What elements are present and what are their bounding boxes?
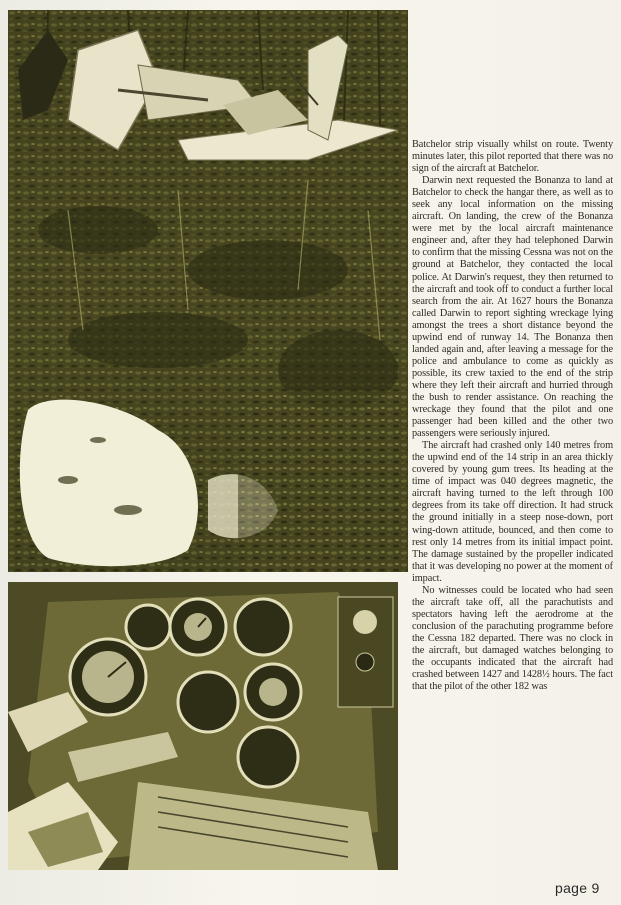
- wreckage-photo-graphic: [8, 10, 408, 572]
- page-number: page 9: [555, 880, 600, 896]
- article-paragraph: Darwin next requested the Bonanza to land at Batchelor to check the hangar there, as well as to seek any local information on the missing aircraft. On landing, the crew of the Bonanza were met by the local aircraft maintenance engineer and, after they had telephoned Darwin to confirm that the missing Cessna was not on the ground at Batchelor, they contacted the local police. At Darwin's request, they then returned to the aircraft and took off to conduct a further local search from the air. At 1627 hours the Bonanza called Darwin to report sighting wreckage lying amongst the trees a short distance beyond the upwind end of runway 14. The Bonanza then landed again and, after leaving a message for the police and ambulance to come as quickly as possible, its crew taxied to the end of the strip where they left their aircraft and hurried through the bush to render assistance. On reaching the wreckage they found that the pilot and one passenger had been killed and the other two passengers were seriously injured.: [412, 175, 613, 440]
- article-paragraph: The aircraft had crashed only 140 metres from the upwind end of the 14 strip in an area thickly covered by young gum trees. Its heading at the time of impact was 040 degrees magnetic, the aircraft having turned to the left through 100 degrees from its take off direction. It had struck the ground initially in a steep nose-down, port wing-down attitude, bounced, and then come to rest only 14 metres from its initial impact point. The damage sustained by the propeller indicated that it was developing no power at the moment of impact.: [412, 440, 613, 584]
- instrument-panel-photo: [8, 582, 398, 870]
- instrument-panel-graphic: [8, 582, 398, 870]
- wreckage-photo: [8, 10, 408, 572]
- article-paragraph: No witnesses could be located who had seen the aircraft take off, all the parachutists and spectators having left the aerodrome at the conclusion of the parachuting programme before the Cessna 182 departed. There was no clock in the aircraft, but damaged watches belonging to the occupants indicated that the aircraft had crashed between 1427 and 1428½ hours. The fact that the pilot of the other 182 was: [412, 584, 613, 693]
- article-paragraph: Batchelor strip visually whilst on route. Twenty minutes later, this pilot reported that there was no sign of the aircraft at Batchelor.: [412, 139, 613, 175]
- article-text: [412, 139, 613, 693]
